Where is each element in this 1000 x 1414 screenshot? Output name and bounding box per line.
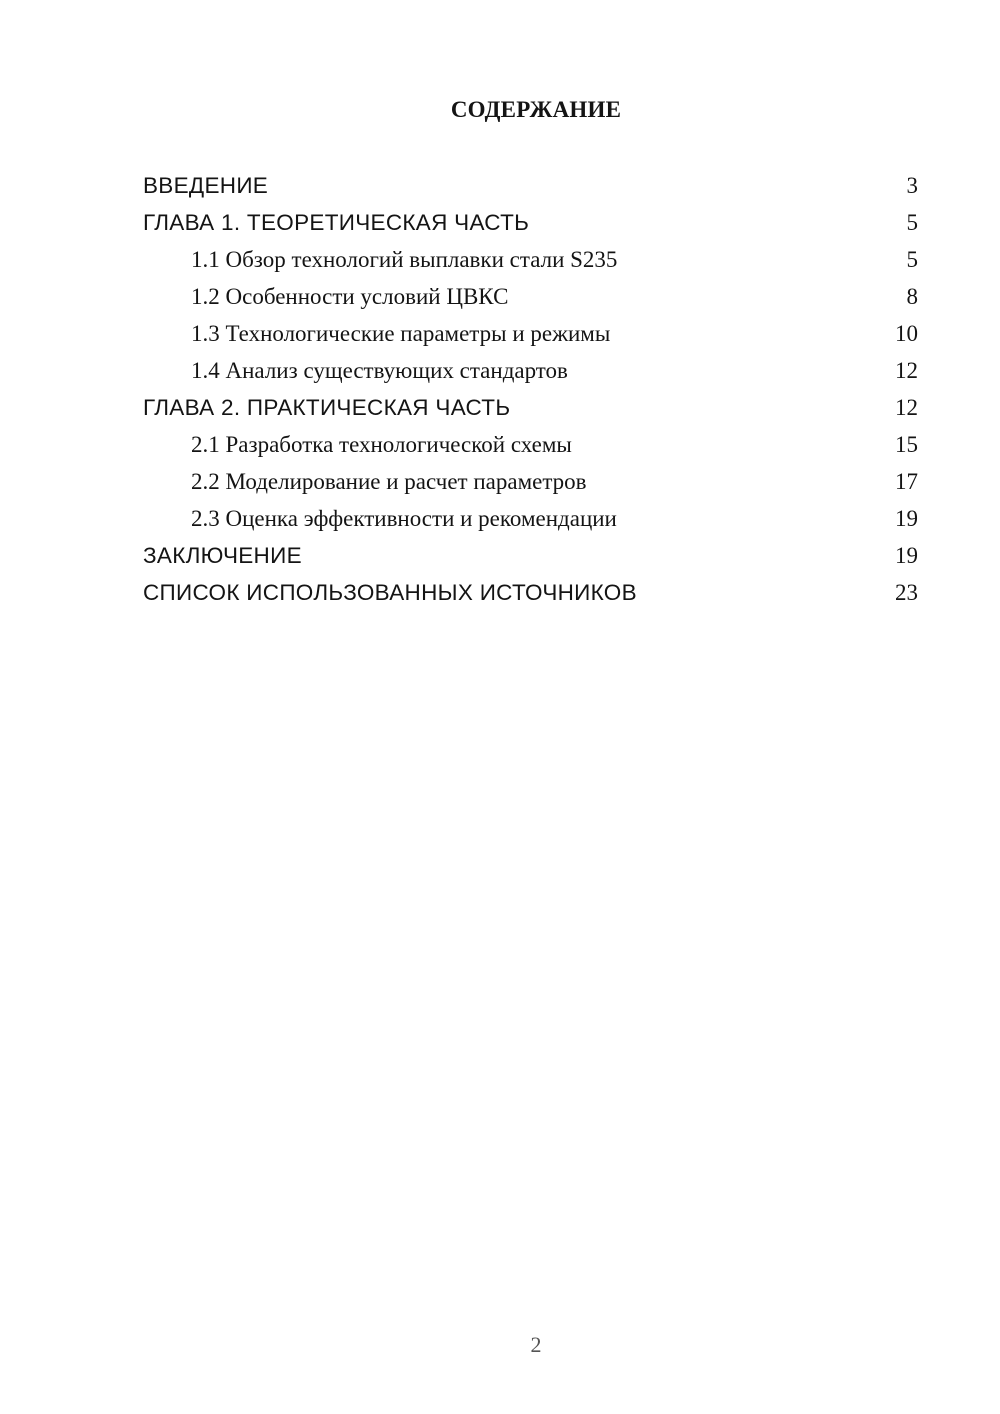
- page-number: 2: [530, 1332, 542, 1357]
- toc-entry-page: 5: [906, 210, 918, 235]
- toc-entry-label: ГЛАВА 2. ПРАКТИЧЕСКАЯ ЧАСТЬ: [143, 395, 511, 420]
- toc-entry-page: 17: [895, 469, 918, 494]
- toc-entry-page: 15: [895, 432, 918, 457]
- toc-entry-label: 1.2 Особенности условий ЦВКС: [191, 284, 509, 309]
- toc-entry-page: 3: [906, 173, 918, 198]
- toc-entry-label: 2.2 Моделирование и расчет параметров: [191, 469, 587, 494]
- toc-entry-label: 1.3 Технологические параметры и режимы: [191, 321, 611, 346]
- toc-entry-page: 12: [895, 358, 918, 383]
- toc-entry-page: 19: [895, 543, 918, 568]
- toc-entry-page: 10: [895, 321, 918, 346]
- toc-entry-label: 1.1 Обзор технологий выплавки стали S235: [191, 247, 618, 272]
- toc-entry-chapter-1[interactable]: [143, 204, 918, 241]
- toc-entry-page: 23: [895, 580, 918, 605]
- toc-entry-references[interactable]: [143, 574, 918, 611]
- toc-entry-page: 12: [895, 395, 918, 420]
- toc-entry-label: СПИСОК ИСПОЛЬЗОВАННЫХ ИСТОЧНИКОВ: [143, 580, 637, 605]
- toc-entry-page: 8: [906, 284, 918, 309]
- toc-entry-section-1-1[interactable]: [143, 241, 918, 278]
- toc-entry-label: 1.4 Анализ существующих стандартов: [191, 358, 568, 383]
- toc-entry-section-2-3[interactable]: [143, 500, 918, 537]
- toc-entry-chapter-2[interactable]: [143, 389, 918, 426]
- toc-entry-section-1-3[interactable]: [143, 315, 918, 352]
- page-title: СОДЕРЖАНИЕ: [450, 97, 622, 122]
- toc-entry-section-2-2[interactable]: [143, 463, 918, 500]
- toc-entry-label: ЗАКЛЮЧЕНИЕ: [143, 543, 302, 568]
- toc-entry-page: 5: [906, 247, 918, 272]
- toc-entry-section-1-2[interactable]: [143, 278, 918, 315]
- toc-entry-label: 2.3 Оценка эффективности и рекомендации: [191, 506, 617, 531]
- toc-entry-label: ВВЕДЕНИЕ: [143, 173, 269, 198]
- toc-entry-conclusion[interactable]: [143, 537, 918, 574]
- toc-entry-section-1-4[interactable]: [143, 352, 918, 389]
- toc-entry-label: ГЛАВА 1. ТЕОРЕТИЧЕСКАЯ ЧАСТЬ: [143, 210, 530, 235]
- toc-entry-introduction[interactable]: [143, 167, 918, 204]
- toc-entry-section-2-1[interactable]: [143, 426, 918, 463]
- table-of-contents: [143, 167, 918, 611]
- toc-entry-page: 19: [895, 506, 918, 531]
- toc-entry-label: 2.1 Разработка технологической схемы: [191, 432, 572, 457]
